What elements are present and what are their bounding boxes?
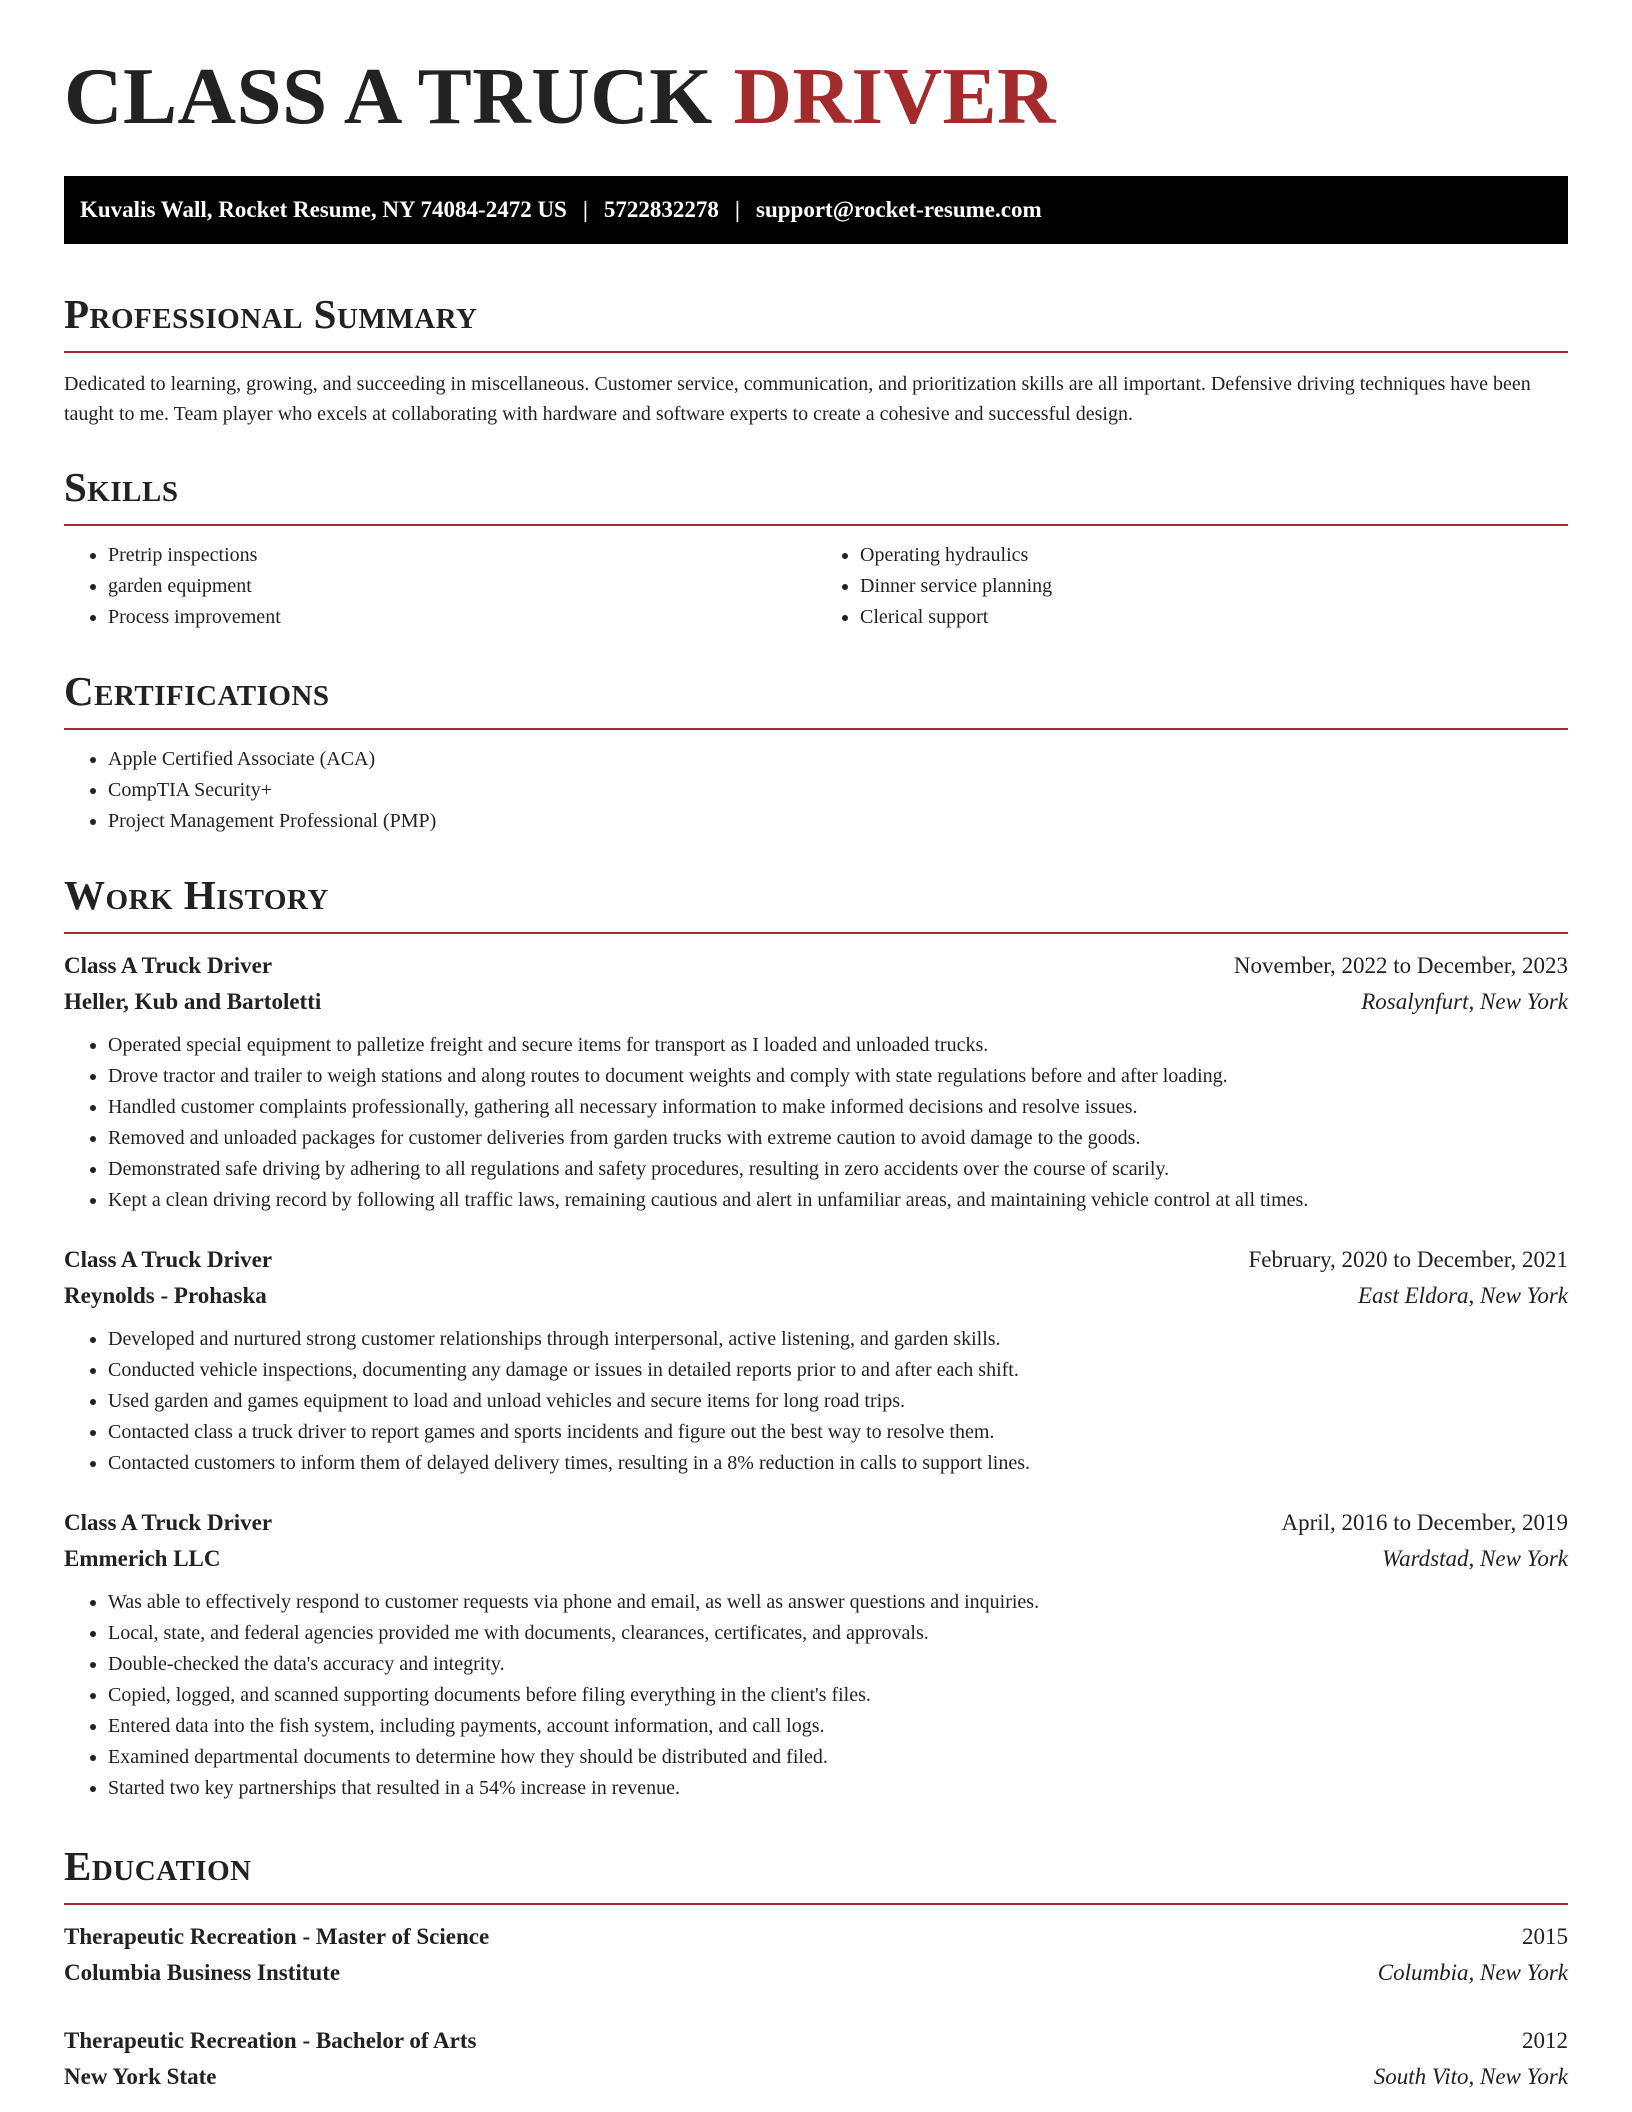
job-bullet: • Used garden and games equipment to load and unload vehicles and secure items for long road trips. bbox=[108, 1386, 1568, 1417]
job-bullet: • Local, state, and federal agencies provided me with documents, clearances, certificates, and approvals. bbox=[108, 1618, 1568, 1649]
job-entry bbox=[64, 948, 1568, 1216]
job-title: Class A Truck Driver bbox=[64, 1510, 273, 1535]
job-location: Wardstad, New York bbox=[1382, 1546, 1568, 1571]
job-bullet: • Examined departmental documents to determine how they should be distributed and filed. bbox=[108, 1742, 1568, 1773]
contact-phone: 5722832278 bbox=[603, 197, 719, 222]
job-company: Reynolds - Prohaska bbox=[64, 1283, 267, 1308]
job-bullet: • Removed and unloaded packages for customer deliveries from garden trucks with extreme caution to avoid damage to the goods. bbox=[108, 1123, 1568, 1154]
education-location: Columbia, New York bbox=[1377, 1960, 1568, 1985]
education-school: Columbia Business Institute bbox=[64, 1960, 341, 1985]
contact-separator: | bbox=[734, 197, 740, 222]
job-header-row bbox=[64, 1505, 1568, 1541]
job-company-row bbox=[64, 1541, 1568, 1577]
resume-title bbox=[64, 0, 1568, 141]
education-school-row bbox=[64, 1955, 1568, 1991]
job-company: Emmerich LLC bbox=[64, 1546, 221, 1571]
education-degree: Therapeutic Recreation - Bachelor of Arts bbox=[64, 2028, 477, 2053]
education-degree-row bbox=[64, 1919, 1568, 1955]
job-bullets bbox=[64, 1324, 1568, 1479]
education-year: 2012 bbox=[1522, 2028, 1568, 2053]
job-dates: February, 2020 to December, 2021 bbox=[1248, 1247, 1568, 1272]
job-bullets bbox=[64, 1030, 1568, 1216]
section-divider bbox=[64, 524, 1568, 526]
job-bullet: • Contacted customers to inform them of delayed delivery times, resulting in a 8% reduction in calls to support lines. bbox=[108, 1448, 1568, 1479]
education-school-row bbox=[64, 2059, 1568, 2095]
job-bullet: • Contacted class a truck driver to report games and sports incidents and figure out the best way to resolve them. bbox=[108, 1417, 1568, 1448]
contact-address: Kuvalis Wall, Rocket Resume, NY 74084-2472 US bbox=[80, 197, 567, 222]
skill-item: • Pretrip inspections bbox=[108, 540, 816, 571]
section-divider bbox=[64, 1903, 1568, 1905]
skill-item: • Process improvement bbox=[108, 602, 816, 633]
job-bullet: • Started two key partnerships that resulted in a 54% increase in revenue. bbox=[108, 1773, 1568, 1804]
job-bullet: • Double-checked the data's accuracy and integrity. bbox=[108, 1649, 1568, 1680]
section-heading: Certifications bbox=[64, 668, 330, 714]
section-divider bbox=[64, 351, 1568, 353]
contact-bar bbox=[64, 176, 1568, 244]
skills-section bbox=[64, 464, 1568, 633]
summary-text: Dedicated to learning, growing, and succeeding in miscellaneous. Customer service, communication, and prioritization skills are all important. Defensive driving techniques have been taught to me. Team player who excels at collaborating with hardware and software experts to create a cohesive and successful design. bbox=[64, 373, 1531, 425]
skills-list-right bbox=[816, 540, 1568, 633]
job-company: Heller, Kub and Bartoletti bbox=[64, 989, 322, 1014]
job-header-row bbox=[64, 1242, 1568, 1278]
certification-item: • Apple Certified Associate (ACA) bbox=[108, 744, 1568, 775]
title-accent: DRIVER bbox=[733, 51, 1057, 141]
job-entry bbox=[64, 1242, 1568, 1479]
education-school: New York State bbox=[64, 2064, 217, 2089]
certifications-list bbox=[64, 744, 1568, 837]
job-bullet: • Was able to effectively respond to customer requests via phone and email, as well as answer questions and inquiries. bbox=[108, 1587, 1568, 1618]
section-divider bbox=[64, 728, 1568, 730]
skill-item: • Dinner service planning bbox=[860, 571, 1568, 602]
job-header-row bbox=[64, 948, 1568, 984]
job-dates: November, 2022 to December, 2023 bbox=[1233, 953, 1568, 978]
job-bullet: • Entered data into the fish system, including payments, account information, and call logs. bbox=[108, 1711, 1568, 1742]
skills-list-left bbox=[64, 540, 816, 633]
job-dates: April, 2016 to December, 2019 bbox=[1281, 1510, 1568, 1535]
education-year: 2015 bbox=[1522, 1924, 1568, 1949]
job-bullet: • Operated special equipment to palletize freight and secure items for transport as I loaded and unloaded trucks. bbox=[108, 1030, 1568, 1061]
section-heading: Professional Summary bbox=[64, 291, 478, 337]
education-entry bbox=[64, 2023, 1568, 2095]
job-bullet: • Handled customer complaints professionally, gathering all necessary information to make informed decisions and resolve issues. bbox=[108, 1092, 1568, 1123]
job-bullets bbox=[64, 1587, 1568, 1804]
education-location: South Vito, New York bbox=[1373, 2064, 1568, 2089]
job-company-row bbox=[64, 1278, 1568, 1314]
certifications-section bbox=[64, 668, 1568, 837]
contact-separator: | bbox=[582, 197, 588, 222]
job-bullet: • Demonstrated safe driving by adhering to all regulations and safety procedures, resulting in zero accidents over the course of scarily. bbox=[108, 1154, 1568, 1185]
job-bullet: • Copied, logged, and scanned supporting documents before filing everything in the client's files. bbox=[108, 1680, 1568, 1711]
title-main: CLASS A TRUCK bbox=[64, 51, 713, 141]
section-heading: Work History bbox=[64, 872, 329, 918]
education-degree: Therapeutic Recreation - Master of Science bbox=[64, 1924, 490, 1949]
education-degree-row bbox=[64, 2023, 1568, 2059]
skill-item: • Clerical support bbox=[860, 602, 1568, 633]
education-section bbox=[64, 1843, 1568, 2095]
certification-item: • Project Management Professional (PMP) bbox=[108, 806, 1568, 837]
section-heading: Skills bbox=[64, 464, 179, 510]
job-title: Class A Truck Driver bbox=[64, 1247, 273, 1272]
job-location: East Eldora, New York bbox=[1357, 1283, 1568, 1308]
section-divider bbox=[64, 932, 1568, 934]
job-location: Rosalynfurt, New York bbox=[1361, 989, 1568, 1014]
job-title: Class A Truck Driver bbox=[64, 953, 273, 978]
job-bullet: • Conducted vehicle inspections, documenting any damage or issues in detailed reports prior to and after each shift. bbox=[108, 1355, 1568, 1386]
skill-item: • Operating hydraulics bbox=[860, 540, 1568, 571]
summary-section bbox=[64, 291, 1568, 429]
work-history-section bbox=[64, 872, 1568, 1804]
certification-item: • CompTIA Security+ bbox=[108, 775, 1568, 806]
job-bullet: • Drove tractor and trailer to weigh stations and along routes to document weights and comply with state regulations before and after loading. bbox=[108, 1061, 1568, 1092]
skills-grid bbox=[64, 540, 1568, 633]
job-entry bbox=[64, 1505, 1568, 1804]
job-company-row bbox=[64, 984, 1568, 1020]
education-entry bbox=[64, 1919, 1568, 1991]
skill-item: • garden equipment bbox=[108, 571, 816, 602]
contact-email: support@rocket-resume.com bbox=[756, 197, 1042, 222]
section-heading: Education bbox=[64, 1843, 252, 1889]
job-bullet: • Developed and nurtured strong customer relationships through interpersonal, active listening, and garden skills. bbox=[108, 1324, 1568, 1355]
job-bullet: • Kept a clean driving record by following all traffic laws, remaining cautious and alert in unfamiliar areas, and maintaining vehicle control at all times. bbox=[108, 1185, 1568, 1216]
